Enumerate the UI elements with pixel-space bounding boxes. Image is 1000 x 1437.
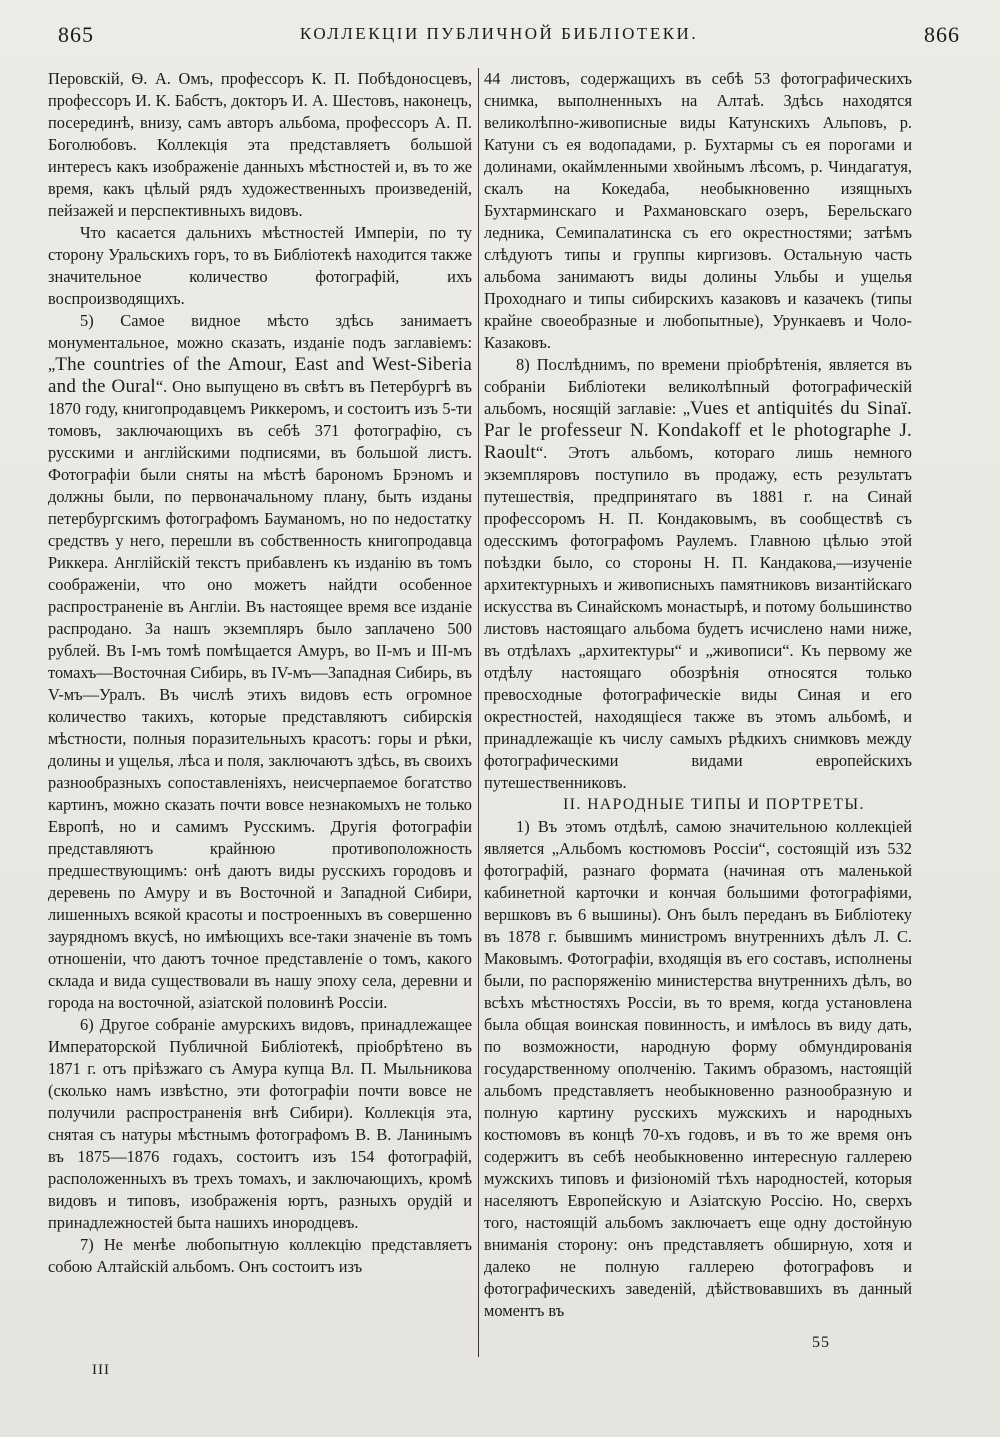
text-run: 5) Самое видное мѣсто здѣсь занимаетъ монументальное, можно сказать, изданіе подъ заглавіемъ: „: [48, 311, 472, 374]
paragraph: 44 листовъ, содержащихъ въ себѣ 53 фотографическихъ снимка, выполненныхъ на Алтаѣ. Здѣсь находятся великолѣпно-живописные виды Катунскихъ Альповъ, р. Катуни съ ея водопадами, р. Бухтармы съ ея порогами и долинами, окаймленными хвойнымъ лѣсомъ, р. Чиндагатуя, скалъ на Кокедаба, необыкновенно изящныхъ Бухтарминскаго и Рахмановскаго озеръ, Берельскаго ледника, Семипалатинска съ его окрестностями; затѣмъ слѣдуютъ типы и группы киргизовъ. Остальную часть альбома занимаютъ виды долины Ульбы и ущелья Проходнаго и типы сибирскихъ казаковъ и казачекъ (типы крайне своеобразные и любопытные), Урункаевъ и Чоло-Казаковъ.: [484, 69, 912, 352]
paragraph-item-5: [48, 310, 472, 1014]
section-heading: II. НАРОДНЫЕ ТИПЫ И ПОРТРЕТЫ.: [563, 796, 865, 813]
running-title: КОЛЛЕКЦІИ ПУБЛИЧНОЙ БИБЛІОТЕКИ.: [299, 24, 699, 43]
page-header: [38, 22, 960, 56]
latin-title: Vues et antiquités du Sinaï. Par le professeur N. Kondakoff et le photographe J. Raoult: [484, 398, 912, 463]
page-number-left: 865: [58, 22, 94, 47]
paragraph: Что касается дальнихъ мѣстностей Имперіи, по ту сторону Уральскихъ горъ, то въ Библіотекѣ находится также значительное количество фотографій, ихъ воспроизводящихъ.: [48, 223, 472, 308]
text-run: 8) Послѣднимъ, по времени пріобрѣтенія, является въ собраніи Библіотеки великолѣпный фотографическій альбомъ, носящій заглавіе: „: [484, 355, 912, 418]
paragraph-item-1: 1) Въ этомъ отдѣлѣ, самою значительною коллекціей является „Альбомъ костюмовъ Россіи“, состоящій изъ 532 фотографій, разнаго формата (начиная отъ маленькой кабинетной карточки и кончая большими фотографіями, вершковъ въ 6 вышины). Онъ былъ переданъ въ Библіотеку въ 1878 г. бывшимъ министромъ внутреннихъ дѣлъ Л. С. Маковымъ. Фотографіи, входящія въ его составъ, исполнены были, по распоряженію министерства внутреннихъ дѣлъ, во всѣхъ мѣстностяхъ Россіи, въ то время, когда установлена была общая воинская повинность, и имѣлось въ виду дать, по возможности, народную форму обмундированія государственному ополченію. Такимъ образомъ, настоящій альбомъ представляетъ необыкновенно разнообразную и полную картину русскихъ мужскихъ и народныхъ костюмовъ въ концѣ 70-хъ годовъ, и въ то же время онъ содержитъ въ себѣ необыкновенно интересную галлерею мужскихъ типовъ и физіономій тѣхъ народностей, которыя населяютъ Европейскую и Азіатскую Россію. Но, сверхъ того, настоящій альбомъ заключаетъ еще одну достойную вниманія сторону: онъ представляетъ обширную, хотя и далеко не полную галлерею фотографовъ и фотографическихъ заведеній, дѣйствовавшихъ въ данный моментъ въ: [484, 817, 912, 1320]
left-column: [48, 68, 472, 1327]
page-number-right: 866: [924, 22, 960, 47]
text-run: “. Оно выпущено въ свѣтъ въ Петербургѣ въ 1870 году, книгопродавцемъ Риккеромъ, и состоитъ изъ 5-ти томовъ, заключающихъ въ себѣ 371 фотографію, съ русскими и англійскими подписями, въ большой листъ. Фотографіи были сняты на мѣстѣ барономъ Брэномъ и должны были, по первоначальному плану, быть изданы петербургскимъ фотографомъ Бауманомъ, но по недостатку средствъ у него, перешли въ собственность книгопродавца Риккера. Англійскій текстъ прибавленъ къ изданію въ томъ соображеніи, что оно можетъ найдти особенное распространеніе въ Англіи. Въ настоящее время все изданіе распродано. За нашъ экземпляръ было заплачено 500 рублей. Въ I-мъ томѣ помѣщается Амуръ, во II-мъ и III-мъ томахъ—Восточная Сибирь, въ IV-мъ—Западная Сибирь, въ V-мъ—Уралъ. Въ числѣ этихъ видовъ есть огромное количество такихъ, которые представляютъ сибирскія мѣстности, полныя поразительныхъ красотъ: горы и рѣки, долины и ущелья, лѣса и поля, заключаютъ здѣсь, въ своихъ разнообразныхъ сопоставленіяхъ, неисчерпаемое богатство картинъ, можно сказать почти вовсе незнакомыхъ не только Европѣ, но и самимъ Русскимъ. Другія фотографіи представляютъ крайнюю противоположность предшествующимъ: онѣ даютъ виды русскихъ городовъ и деревень по Амуру и въ Восточной и Западной Сибири, лишенныхъ всякой красоты и построенныхъ въ совершенно заурядномъ вкусѣ, но имѣющихъ все-таки значеніе въ томъ отношеніи, что даютъ точное представленіе о томъ, какого склада и вида существовали въ нашу эпоху села, деревни и города на восточной, азіатской половинѣ Россіи.: [48, 377, 472, 1012]
signature-number: 55: [812, 1334, 830, 1351]
text-run: “. Этотъ альбомъ, котораго лишь немного экземпляровъ поступило въ продажу, есть результатъ путешествія, предпринятаго въ 1881 г. на Синай профессоромъ Н. П. Кондаковымъ, въ сообществѣ съ одесскимъ фотографомъ Раулемъ. Главною цѣлью этой поѣздки было, со стороны Н. П. Кандакова,—изученіе архитектурныхъ и живописныхъ памятниковъ византійскаго искусства въ Синайскомъ монастырѣ, и потому большинство листовъ настоящаго альбома будетъ исчислено нами ниже, въ отдѣлахъ „архитектуры“ и „живописи“. Къ первому же отдѣлу настоящаго обозрѣнія относятся только превосходные фотографическіе виды Синая и его окрестностей, находящіеся также въ этомъ альбомѣ, и принадлежащіе къ числу самыхъ рѣдкихъ снимковъ между фотографическими видами европейскихъ путешественниковъ.: [484, 443, 912, 792]
paragraph-item-6: 6) Другое собраніе амурскихъ видовъ, принадлежащее Императорской Публичной Библіотекѣ, пріобрѣтено въ 1871 г. отъ пріѣзжаго съ Амура купца Вл. П. Мыльникова (сколько намъ извѣстно, эти фотографіи почти вовсе не получили распространенія внѣ Сибири). Коллекція эта, снятая съ натуры мѣстнымъ фотографомъ В. В. Ланинымъ въ 1875—1876 годахъ, состоитъ изъ 154 фотографій, расположенныхъ въ трехъ томахъ, и заключающихъ, кромѣ видовъ и типовъ, изображенія юртъ, разныхъ орудій и принадлежностей быта нашихъ инородцевъ.: [48, 1015, 472, 1232]
paragraph-item-8: [484, 354, 912, 794]
signature-mark: III: [92, 1362, 110, 1378]
paragraph-item-7: 7) Не менѣе любопытную коллекцію представляетъ собою Алтайскій альбомъ. Онъ состоитъ изъ: [48, 1235, 472, 1276]
right-column: [484, 68, 912, 1327]
column-divider: [478, 68, 479, 1357]
latin-title: The countries of the Amour, East and West-Siberia and the Oural: [48, 354, 472, 397]
paragraph: Перовскій, Ѳ. А. Омъ, профессоръ К. П. Побѣдоносцевъ, профессоръ И. К. Бабстъ, докторъ И. А. Шестовъ, наконецъ, посерединѣ, внизу, самъ авторъ альбома, профессоръ А. П. Боголюбовъ. Коллекція эта представляетъ большой интересъ какъ изображеніе данныхъ мѣстностей и, въ то же время, какъ цѣлый рядъ художественныхъ произведеній, пейзажей и перспективныхъ видовъ.: [48, 69, 472, 220]
